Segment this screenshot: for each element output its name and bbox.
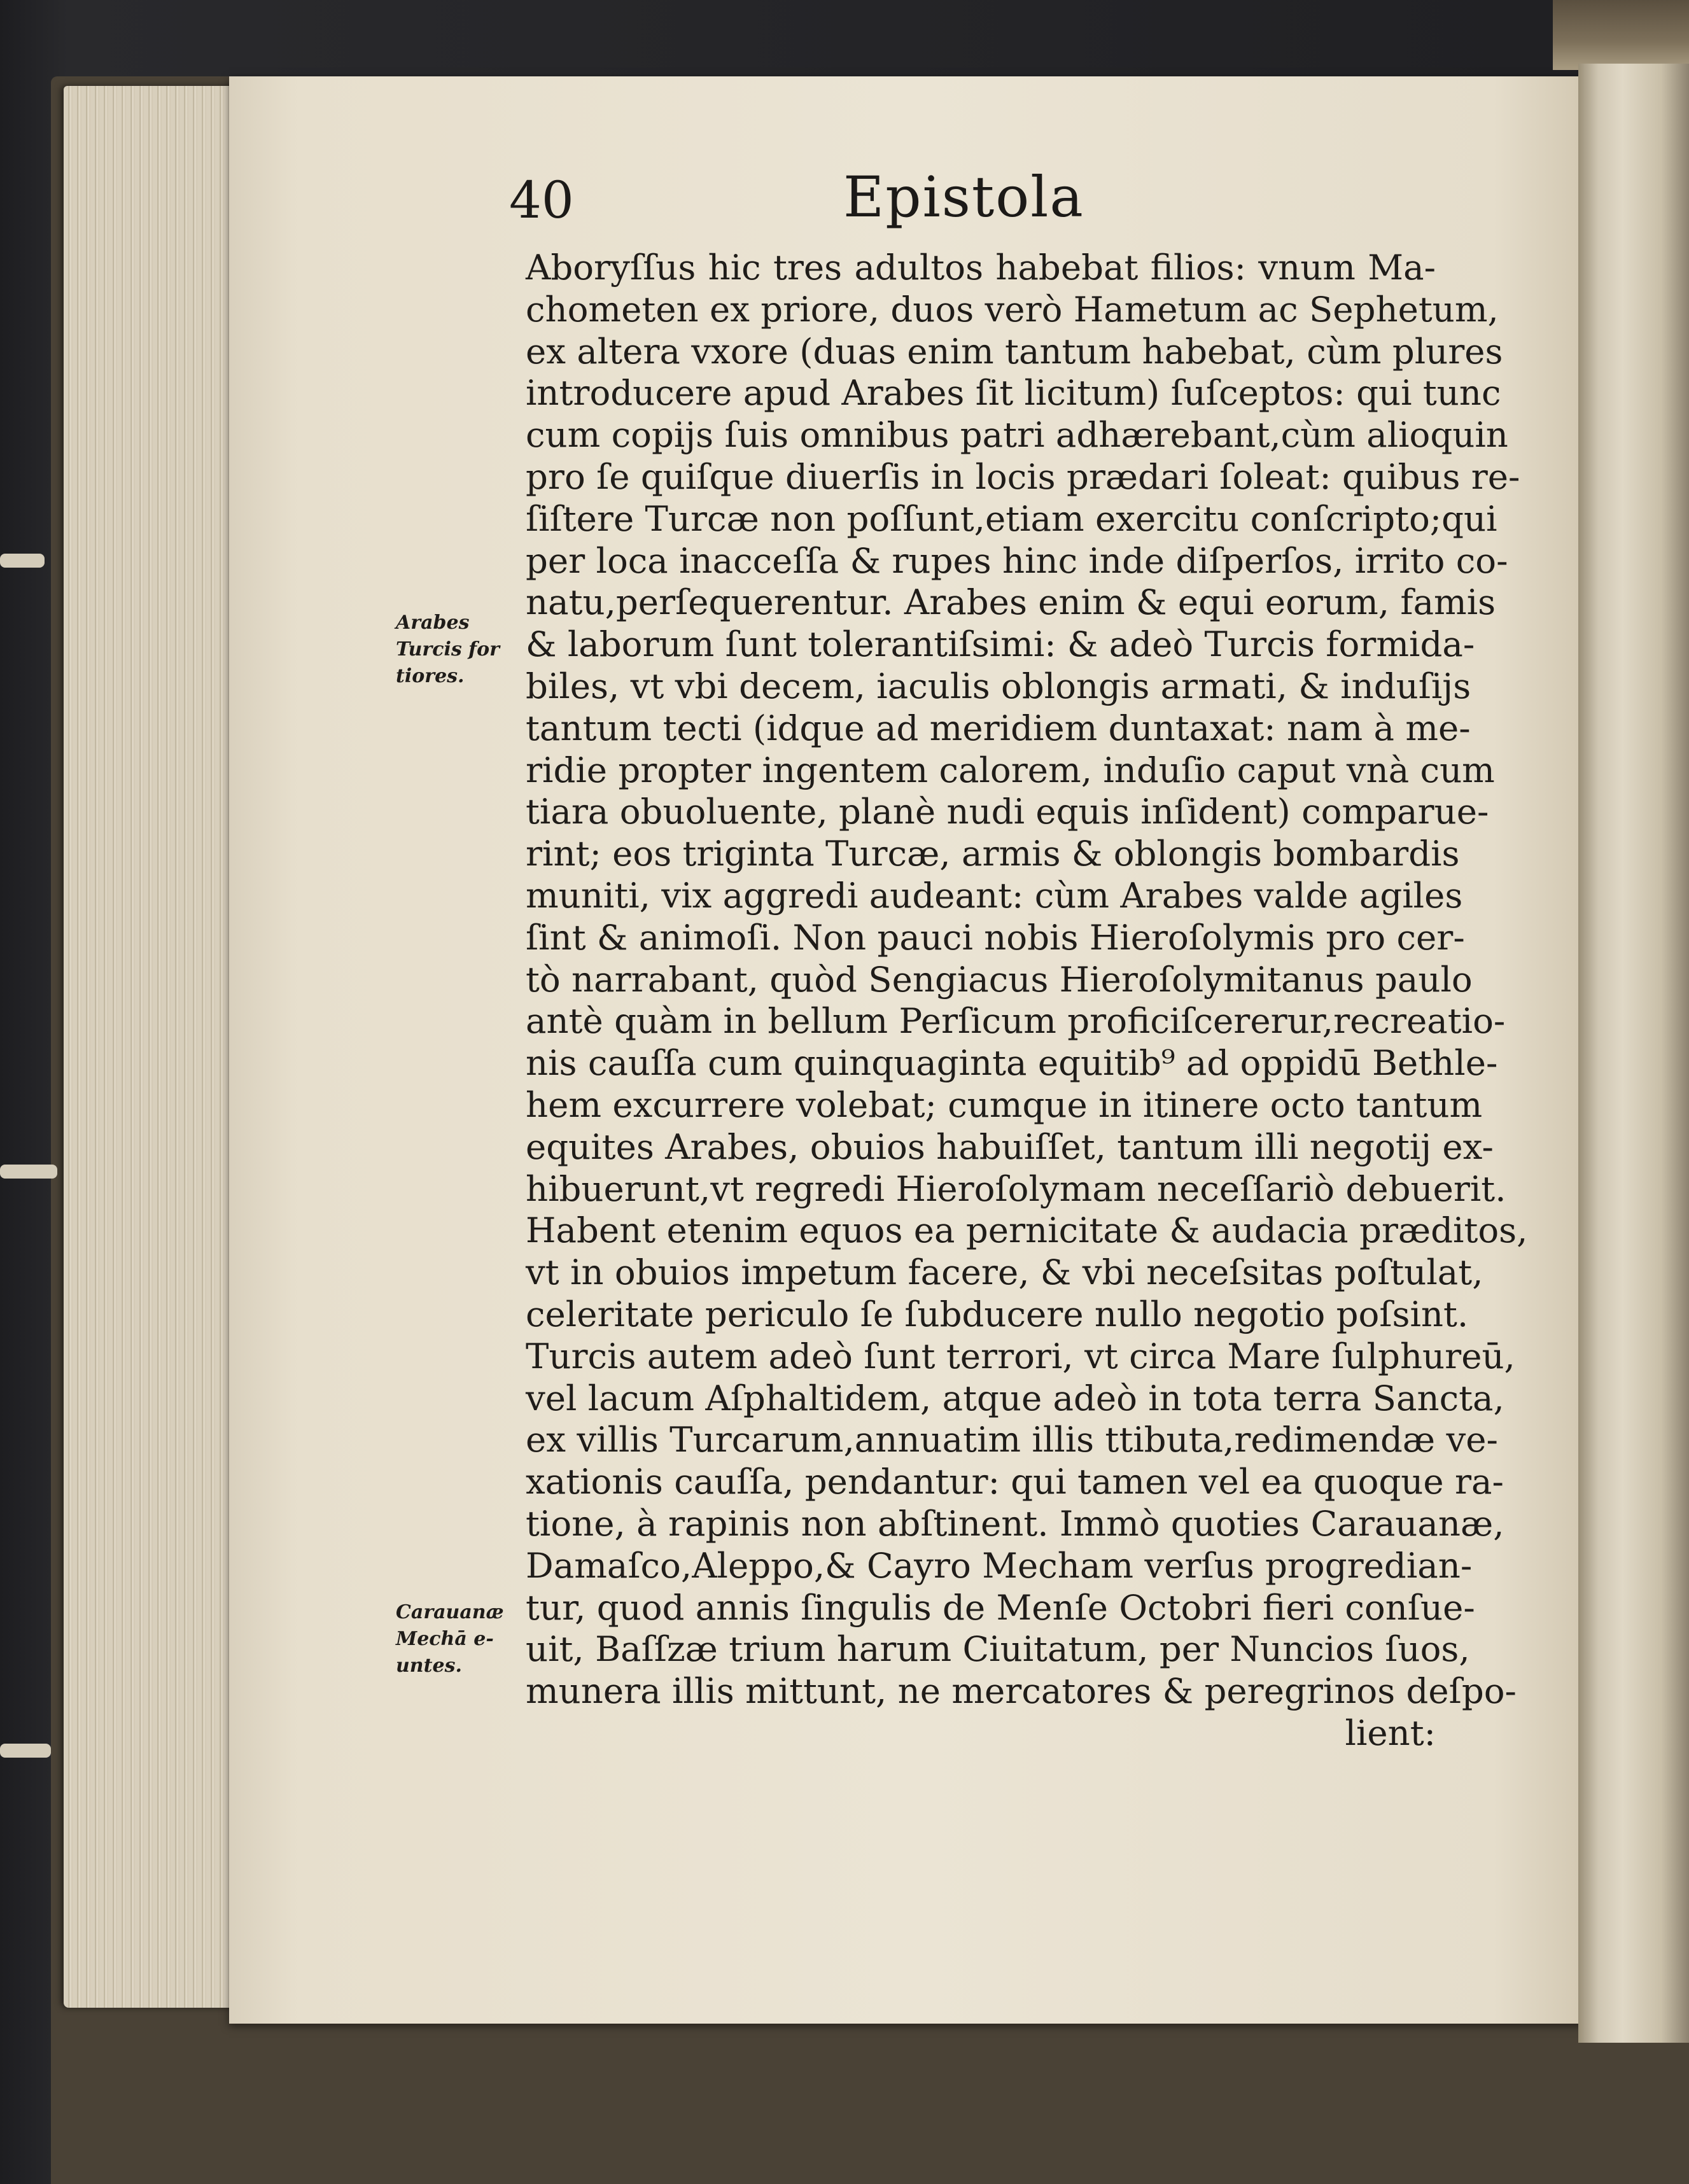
text-line: Aboryſſus hic tres adultos habebat filios: vnum Ma- (526, 247, 1436, 288)
text-line: introducere apud Arabes ſit licitum) ſuſceptos: qui tunc (526, 372, 1501, 414)
margin-note-arabes (396, 610, 500, 690)
text-line: celeritate periculo ſe ſubducere nullo negotio poſsint. (526, 1293, 1469, 1334)
text-line: pro ſe quiſque diuerſis in locis prædari ſoleat: quibus re- (526, 456, 1520, 497)
text-line: natu,perſequerentur. Arabes enim & equi eorum, famis (526, 582, 1496, 623)
text-line: lient: (1345, 1712, 1436, 1753)
text-line: hibuerunt,vt regredi Hieroſolymam neceſſariò debuerit. (526, 1168, 1506, 1209)
text-line: chometen ex priore, duos verò Hametum ac Sephetum, (526, 288, 1499, 330)
text-line: Habent etenim equos ea pernicitate & audacia præditos, (526, 1210, 1528, 1251)
binding-string (0, 1744, 51, 1758)
text-line: Damaſco,Aleppo,& Cayro Mecham verſus progredian- (526, 1544, 1473, 1586)
text-line: Turcis autem adeò ſunt terrori, vt circa Mare ſulphureū, (526, 1335, 1515, 1376)
text-line: ex villis Turcarum,annuatim illis ttibuta,redimendæ ve- (526, 1419, 1498, 1460)
text-line: hem excurrere volebat; cumque in itinere octo tantum (526, 1084, 1483, 1125)
margin-note-carauanae (396, 1599, 504, 1679)
text-line: ſiſtere Turcæ non poſſunt,etiam exercitu conſcripto;qui (526, 498, 1497, 539)
text-line: cum copijs ſuis omnibus patri adhærebant,cùm alioquin (526, 414, 1508, 456)
text-line: uit, Baſſzæ trium harum Ciuitatum, per Nuncios ſuos, (526, 1628, 1470, 1670)
page-number: 40 (509, 171, 574, 230)
text-line: ſint & animoſi. Non pauci nobis Hieroſolymis pro cer- (526, 916, 1465, 958)
margin-note-line: Turcis for (396, 638, 500, 661)
text-line: ex altera vxore (duas enim tantum habebat, cùm plures (526, 330, 1503, 372)
text-line: rint; eos triginta Turcæ, armis & oblongis bombardis (526, 833, 1460, 874)
text-line: equites Arabes, obuios habuiſſet, tantum illi negotij ex- (526, 1126, 1494, 1167)
text-line: & laborum ſunt tolerantiſsimi: & adeò Turcis formida- (526, 624, 1475, 665)
text-line: muniti, vix aggredi audeant: cùm Arabes valde agiles (526, 874, 1463, 916)
text-line: per loca inacceſſa & rupes hinc inde diſperſos, irrito co- (526, 540, 1508, 581)
margin-note-line: tiores. (396, 665, 465, 687)
page-edges (64, 86, 255, 2008)
text-line: tione, à rapinis non abſtinent. Immò quoties Carauanæ, (526, 1502, 1504, 1544)
text-line: munera illis mittunt, ne mercatores & peregrinos deſpo- (526, 1670, 1517, 1712)
margin-note-line: Carauanæ (396, 1601, 504, 1623)
text-line: vel lacum Aſphaltidem, atque adeò in tota terra Sancta, (526, 1377, 1504, 1418)
text-line: tantum tecti (idque ad meridiem duntaxat: nam à me- (526, 707, 1471, 748)
text-line: antè quàm in bellum Perſicum proficiſcererur,recreatio- (526, 1000, 1506, 1042)
text-line: nis cauſſa cum quinquaginta equitib⁹ ad oppidū Bethle- (526, 1042, 1498, 1084)
book-spine (1553, 0, 1689, 70)
binding-string (0, 1165, 57, 1179)
margin-note-line: untes. (396, 1655, 462, 1677)
running-title: Epistola (843, 164, 1084, 230)
binding-string (0, 554, 45, 568)
margin-note-line: Mechā e- (396, 1628, 494, 1650)
text-line: ridie propter ingentem calorem, induſio caput vnà cum (526, 749, 1495, 790)
text-line: tur, quod annis ſingulis de Menſe Octobri fieri conſue- (526, 1586, 1475, 1628)
body-text (526, 247, 1528, 1754)
margin-note-line: Arabes (396, 612, 470, 634)
page-gutter (1578, 64, 1689, 2043)
text-line: xationis cauſſa, pendantur: qui tamen vel ea quoque ra- (526, 1461, 1504, 1502)
text-line: tiara obuoluente, planè nudi equis inſident) comparue- (526, 791, 1489, 832)
text-line: vt in obuios impetum facere, & vbi neceſsitas poſtulat, (526, 1252, 1483, 1293)
text-line: biles, vt vbi decem, iaculis oblongis armati, & induſijs (526, 665, 1471, 706)
text-line: tò narrabant, quòd Sengiacus Hieroſolymitanus paulo (526, 958, 1473, 1000)
